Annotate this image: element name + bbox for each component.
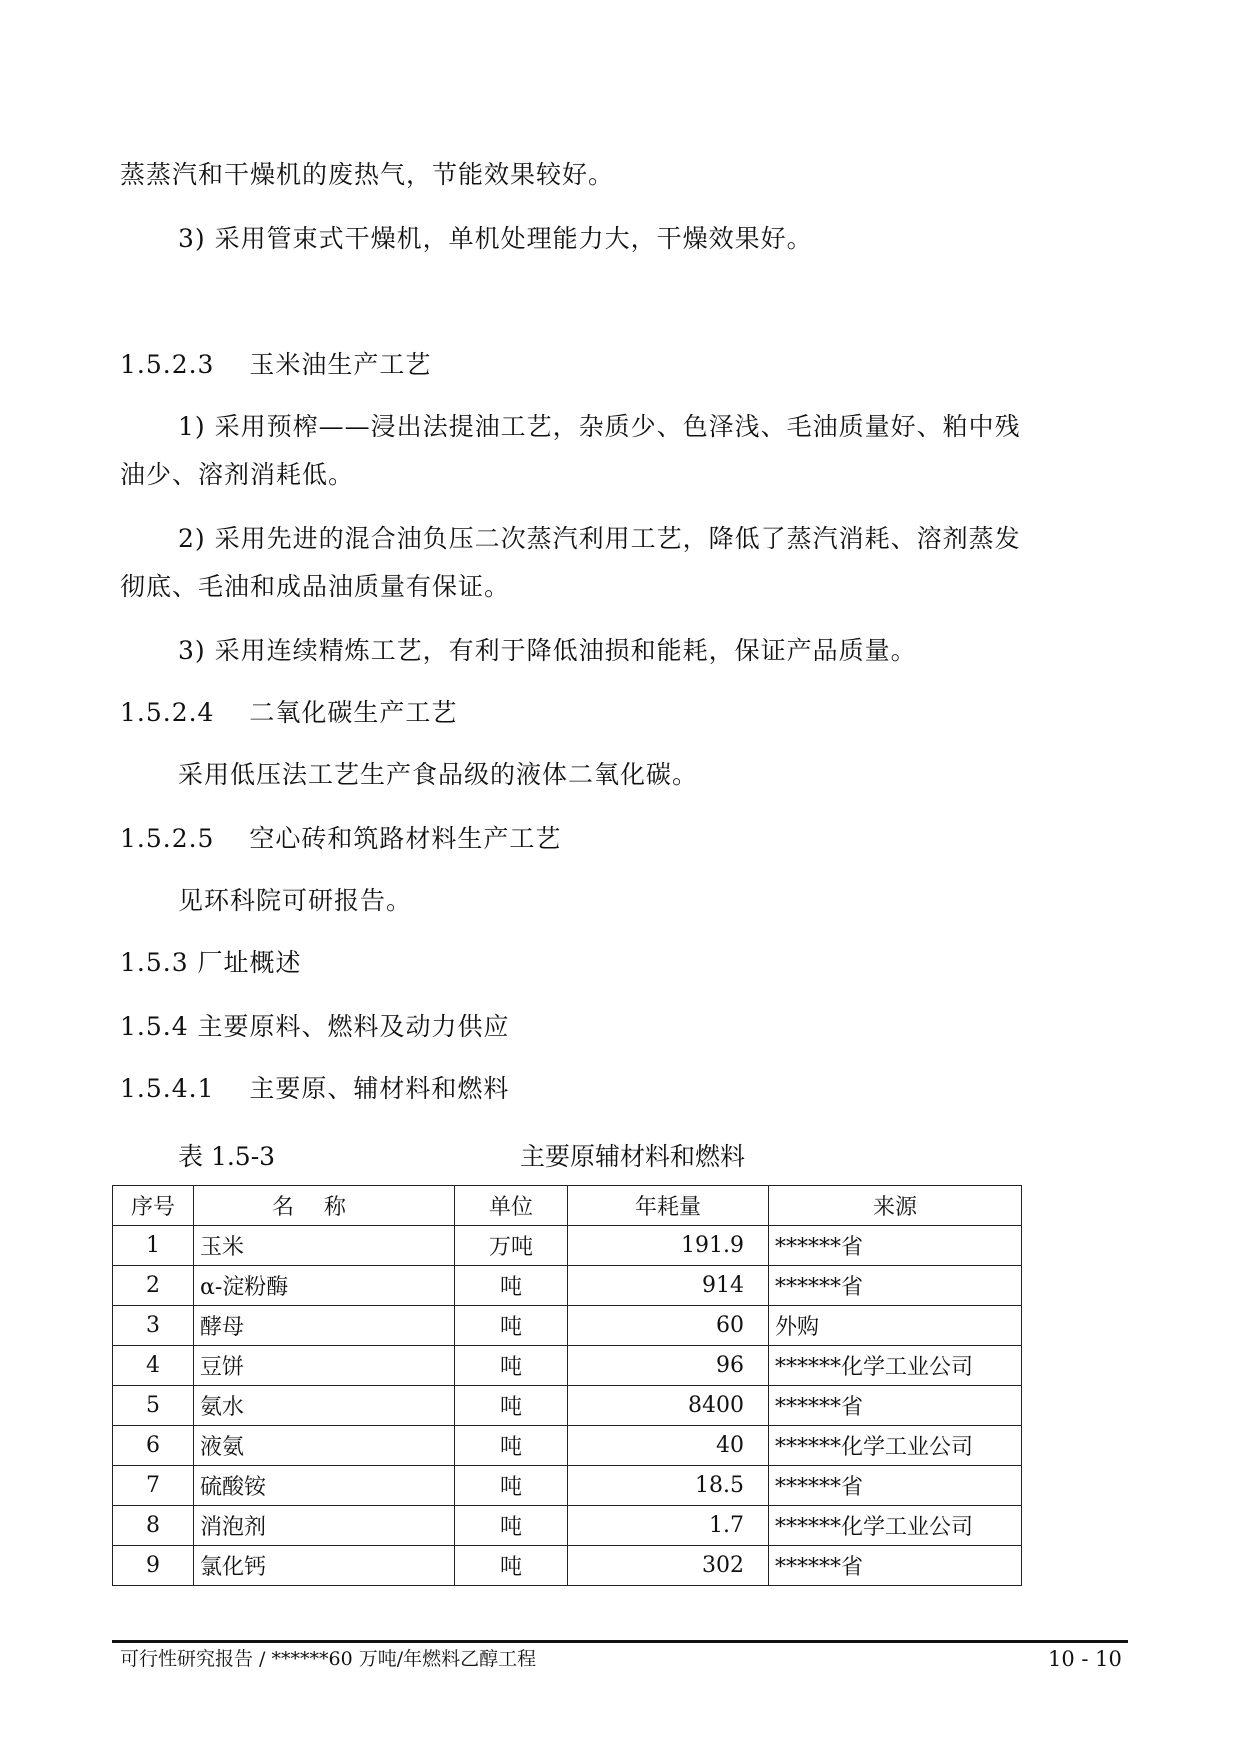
heading-154: 1.5.4 主要原料、燃料及动力供应: [120, 1012, 510, 1041]
cell-source: 外购: [769, 1306, 1022, 1346]
paragraph-oil-1-line1: 1) 采用预榨——浸出法提油工艺，杂质少、色泽浅、毛油质量好、粕中残: [178, 412, 1021, 441]
cell-name: α-淀粉酶: [194, 1266, 455, 1306]
cell-name: 氨水: [194, 1386, 455, 1426]
header-unit: 单位: [455, 1186, 568, 1226]
table-row: [113, 1266, 1022, 1306]
cell-no: 1: [113, 1226, 194, 1266]
cell-source: ******化学工业公司: [769, 1426, 1022, 1466]
cell-qty: 302: [568, 1546, 769, 1586]
cell-qty: 1.7: [568, 1506, 769, 1546]
table-row: [113, 1226, 1022, 1266]
cell-no: 6: [113, 1426, 194, 1466]
cell-name: 氯化钙: [194, 1546, 455, 1586]
cell-qty: 8400: [568, 1386, 769, 1426]
cell-name: 酵母: [194, 1306, 455, 1346]
cell-unit: 吨: [455, 1266, 568, 1306]
table-title: 主要原辅材料和燃料: [520, 1142, 746, 1171]
cell-no: 2: [113, 1266, 194, 1306]
table-row: [113, 1346, 1022, 1386]
cell-source: ******省: [769, 1546, 1022, 1586]
cell-unit: 吨: [455, 1426, 568, 1466]
header-no: 序号: [113, 1186, 194, 1226]
table-row: [113, 1386, 1022, 1426]
materials-table: [112, 1185, 1022, 1586]
paragraph-oil-2-line1: 2) 采用先进的混合油负压二次蒸汽利用工艺，降低了蒸汽消耗、溶剂蒸发: [178, 524, 1021, 553]
cell-unit: 吨: [455, 1306, 568, 1346]
table-row: [113, 1466, 1022, 1506]
cell-no: 9: [113, 1546, 194, 1586]
cell-qty: 60: [568, 1306, 769, 1346]
cell-unit: 万吨: [455, 1226, 568, 1266]
heading-1541: 1.5.4.1 主要原、辅材料和燃料: [120, 1074, 510, 1103]
header-name-cell: [194, 1186, 455, 1226]
paragraph-dryer: 3) 采用管束式干燥机，单机处理能力大，干燥效果好。: [178, 224, 813, 253]
cell-no: 4: [113, 1346, 194, 1386]
table-row: [113, 1506, 1022, 1546]
paragraph-oil-1-line2: 油少、溶剂消耗低。: [120, 460, 355, 489]
cell-qty: 914: [568, 1266, 769, 1306]
cell-no: 5: [113, 1386, 194, 1426]
table-label: 表 1.5-3: [178, 1142, 276, 1171]
cell-source: ******省: [769, 1386, 1022, 1426]
cell-unit: 吨: [455, 1506, 568, 1546]
table-row: [113, 1426, 1022, 1466]
cell-name: 硫酸铵: [194, 1466, 455, 1506]
cell-unit: 吨: [455, 1346, 568, 1386]
heading-1525: 1.5.2.5 空心砖和筑路材料生产工艺: [120, 824, 562, 853]
header-qty: 年耗量: [568, 1186, 769, 1226]
cell-unit: 吨: [455, 1466, 568, 1506]
paragraph-oil-2-line2: 彻底、毛油和成品油质量有保证。: [120, 572, 511, 601]
cell-name: 豆饼: [194, 1346, 455, 1386]
page-number: 10 - 10: [1048, 1647, 1122, 1671]
cell-source: ******省: [769, 1266, 1022, 1306]
paragraph-brick: 见环科院可研报告。: [178, 886, 413, 915]
cell-unit: 吨: [455, 1386, 568, 1426]
cell-qty: 191.9: [568, 1226, 769, 1266]
cell-no: 8: [113, 1506, 194, 1546]
table-row: [113, 1306, 1022, 1346]
cell-source: ******化学工业公司: [769, 1506, 1022, 1546]
cell-qty: 96: [568, 1346, 769, 1386]
footer-title: 可行性研究报告 / ******60 万吨/年燃料乙醇工程: [120, 1648, 537, 1670]
paragraph-oil-3: 3) 采用连续精炼工艺，有利于降低油损和能耗，保证产品质量。: [178, 636, 917, 665]
paragraph-continuation: 蒸蒸汽和干燥机的废热气，节能效果较好。: [120, 160, 615, 189]
heading-1524: 1.5.2.4 二氧化碳生产工艺: [120, 698, 458, 727]
cell-no: 7: [113, 1466, 194, 1506]
cell-name: 液氨: [194, 1426, 455, 1466]
cell-name: 玉米: [194, 1226, 455, 1266]
header-source: 来源: [769, 1186, 1022, 1226]
header-name: 名称: [271, 1195, 376, 1220]
cell-unit: 吨: [455, 1546, 568, 1586]
cell-source: ******省: [769, 1226, 1022, 1266]
paragraph-co2: 采用低压法工艺生产食品级的液体二氧化碳。: [178, 760, 699, 789]
cell-no: 3: [113, 1306, 194, 1346]
table-row: [113, 1546, 1022, 1586]
heading-1523: 1.5.2.3 玉米油生产工艺: [120, 350, 432, 379]
cell-source: ******省: [769, 1466, 1022, 1506]
cell-source: ******化学工业公司: [769, 1346, 1022, 1386]
table-header-row: [113, 1186, 1022, 1226]
cell-name: 消泡剂: [194, 1506, 455, 1546]
cell-qty: 18.5: [568, 1466, 769, 1506]
heading-153: 1.5.3 厂址概述: [120, 948, 302, 977]
cell-qty: 40: [568, 1426, 769, 1466]
footer-divider: [112, 1640, 1128, 1643]
